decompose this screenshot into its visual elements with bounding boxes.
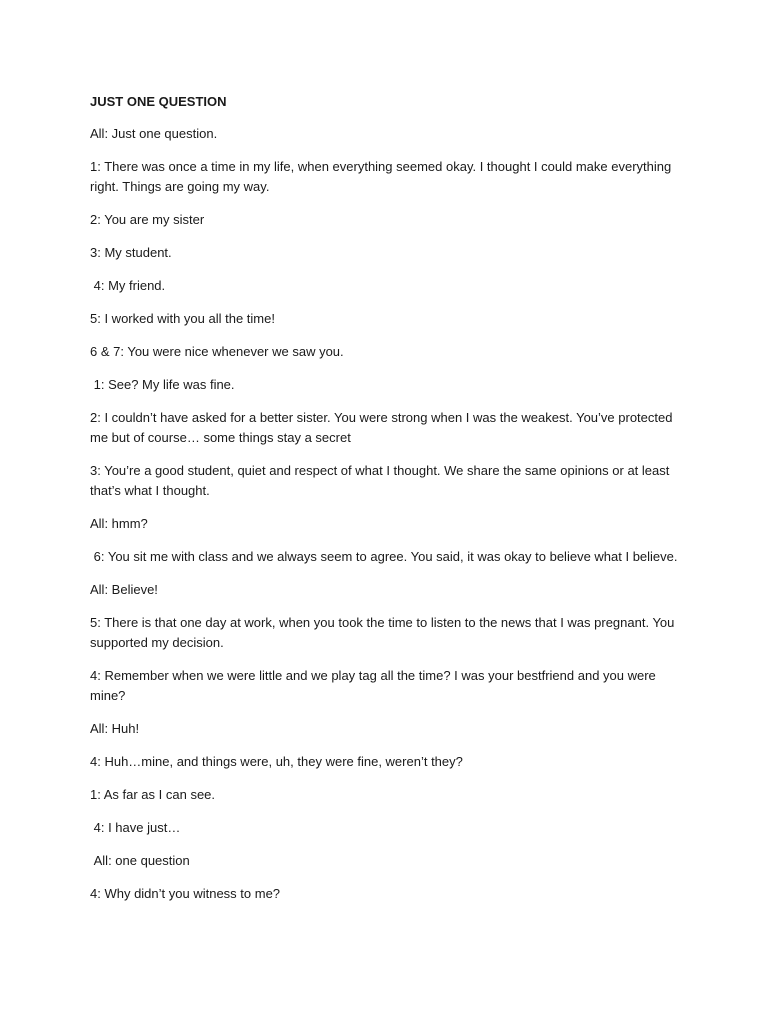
script-line: 4: I have just…	[90, 820, 181, 835]
script-line: 6: You sit me with class and we always seem to agree. You said, it was okay to believe what I believe.	[90, 549, 678, 564]
script-line: 4: Huh…mine, and things were, uh, they were fine, weren’t they?	[90, 754, 463, 769]
document-body	[90, 93, 680, 917]
document-title: JUST ONE QUESTION	[90, 94, 227, 109]
script-line: 3: You’re a good student, quiet and respect of what I thought. We share the same opinions or at least that’s what I thought.	[90, 463, 673, 498]
script-line: 2: You are my sister	[90, 212, 205, 227]
script-line: All: Believe!	[90, 582, 158, 597]
script-line: All: Huh!	[90, 721, 140, 736]
script-line: 2: I couldn’t have asked for a better sister. You were strong when I was the weakest. You’ve protected me but of course… some things stay a secret	[90, 410, 677, 445]
script-line: 5: I worked with you all the time!	[90, 311, 275, 326]
script-line: 1: There was once a time in my life, when everything seemed okay. I thought I could make everything right. Things are going my way.	[90, 159, 675, 194]
script-line: 4: My friend.	[90, 278, 166, 293]
script-line: All: one question	[90, 853, 190, 868]
script-line: All: Just one question.	[90, 126, 218, 141]
script-line: 5: There is that one day at work, when you took the time to listen to the news that I was pregnant. You supported my decision.	[90, 615, 679, 650]
script-line: 4: Why didn’t you witness to me?	[90, 886, 281, 901]
script-line: 1: See? My life was fine.	[90, 377, 235, 392]
script-line: 6 & 7: You were nice whenever we saw you.	[90, 344, 344, 359]
script-line: 1: As far as I can see.	[90, 787, 216, 802]
script-line: 3: My student.	[90, 245, 172, 260]
script-line: 4: Remember when we were little and we play tag all the time? I was your bestfriend and you were mine?	[90, 668, 660, 703]
script-line: All: hmm?	[90, 516, 148, 531]
